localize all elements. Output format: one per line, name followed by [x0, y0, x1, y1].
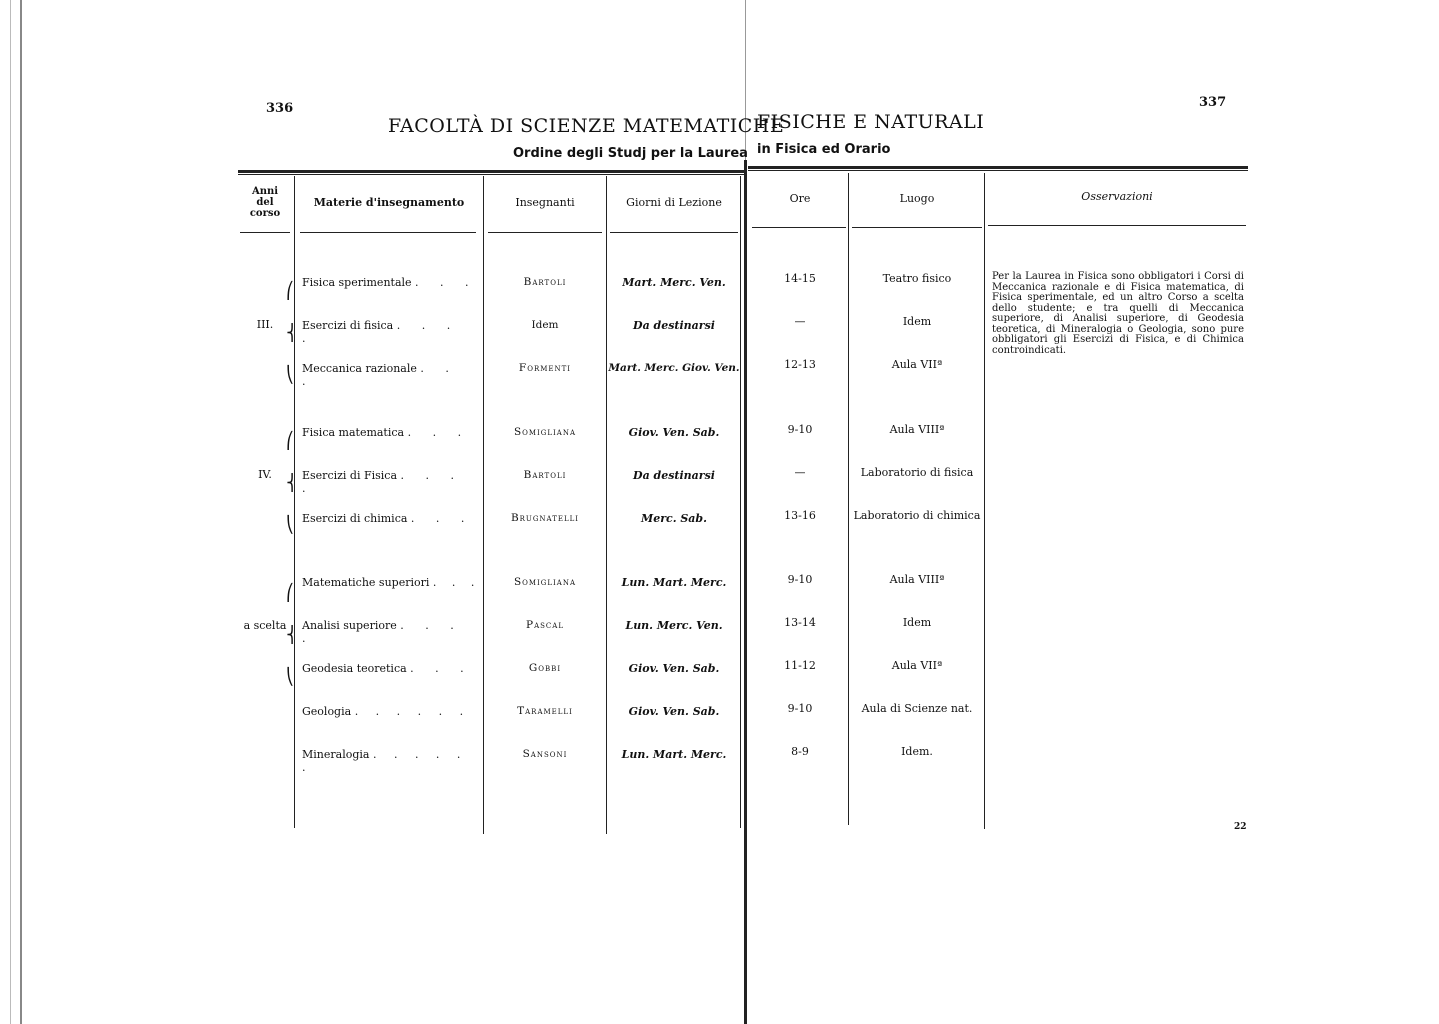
leader-dots: . . .	[410, 662, 473, 675]
header-rule-anni	[240, 232, 290, 233]
leader-dots: . . . . . .	[302, 748, 468, 774]
row-insegnante: Bartoli	[523, 276, 567, 288]
row-luogo: Aula VIIIª	[889, 573, 945, 586]
row-ore: 14-15	[784, 272, 816, 285]
row-ore: —	[794, 315, 806, 328]
row-giorni: Mart. Merc. Giov. Ven.	[608, 362, 740, 374]
row-giorni: Merc. Sab.	[641, 512, 707, 525]
header-ore: Ore	[789, 192, 811, 205]
row-luogo: Aula VIIª	[891, 659, 943, 672]
row-materia	[302, 662, 482, 675]
header-rule-osservazioni	[988, 225, 1246, 226]
row-insegnante: Gobbi	[528, 662, 562, 674]
bracket-group-iv: ⎛ ⎨ ⎝	[286, 431, 298, 534]
row-insegnante: Sansoni	[522, 748, 568, 760]
materia-text: Mineralogia	[302, 748, 370, 761]
row-giorni: Lun. Merc. Ven.	[625, 619, 723, 632]
row-luogo: Teatro fisico	[882, 272, 952, 285]
materia-text: Fisica sperimentale	[302, 276, 412, 289]
row-insegnante: Pascal	[526, 619, 564, 631]
row-insegnante: Brugnatelli	[510, 512, 580, 524]
right-page-number: 337	[1199, 95, 1227, 110]
row-luogo: Aula VIIª	[891, 358, 943, 371]
title-left: FACOLTÀ DI SCIENZE MATEMATICHE	[388, 115, 785, 137]
row-materia	[302, 426, 482, 439]
leader-dots: . . . .	[302, 319, 460, 345]
signature-mark: 22	[1234, 822, 1247, 832]
materia-text: Analisi superiore	[302, 619, 397, 632]
title-right: FISICHE E NATURALI	[757, 111, 985, 133]
row-materia	[302, 619, 482, 645]
group-label-iv: IV.	[258, 468, 272, 481]
col-line-6	[984, 173, 985, 829]
header-insegnanti: Insegnanti	[515, 196, 575, 209]
row-ore: 9-10	[787, 573, 813, 586]
leader-dots: . . .	[410, 512, 474, 525]
leader-dots: . . .	[432, 576, 481, 589]
row-giorni: Lun. Mart. Merc.	[621, 748, 727, 761]
materia-text: Meccanica razionale	[302, 362, 417, 375]
top-rule-left-thick	[238, 170, 744, 173]
header-materie: Materie d'insegnamento	[313, 196, 465, 209]
materia-text: Geologia	[302, 705, 352, 718]
group-label-iii: III.	[256, 318, 274, 331]
materia-text: Matematiche superiori	[302, 576, 430, 589]
row-giorni: Da destinarsi	[633, 469, 715, 482]
bracket-group-a-scelta: ⎛ ⎨ ⎝	[286, 583, 298, 686]
row-insegnante: Taramelli	[517, 705, 573, 717]
row-luogo: Aula di Scienze nat.	[861, 702, 973, 715]
header-rule-ore	[752, 227, 846, 228]
header-anni-line3: corso	[249, 208, 281, 219]
row-luogo: Idem	[902, 315, 932, 328]
col-line-4	[740, 176, 741, 828]
row-insegnante: Somigliana	[513, 426, 577, 438]
materia-text: Esercizi di fisica	[302, 319, 394, 332]
row-ore: 11-12	[784, 659, 816, 672]
top-rule-left-thin	[238, 174, 744, 175]
leader-dots: . . .	[415, 276, 478, 289]
leader-dots: . . . . . .	[354, 705, 471, 718]
leader-dots: . . .	[407, 426, 471, 439]
row-luogo: Laboratorio di fisica	[860, 466, 974, 479]
subtitle-left: Ordine degli Studj per la Laurea	[513, 146, 748, 161]
row-materia	[302, 276, 482, 289]
row-insegnante: Idem	[531, 319, 559, 331]
scan-edge-left	[20, 0, 22, 1024]
col-line-3	[606, 176, 607, 834]
row-giorni: Giov. Ven. Sab.	[628, 705, 720, 718]
row-materia	[302, 748, 482, 774]
header-osservazioni: Osservazioni	[1081, 190, 1153, 203]
row-giorni: Mart. Merc. Ven.	[622, 276, 726, 289]
header-rule-materie	[300, 232, 476, 233]
scan-edge-left-inner	[10, 0, 11, 1024]
materia-text: Fisica matematica	[302, 426, 405, 439]
row-insegnante: Formenti	[518, 362, 572, 374]
subtitle-right: in Fisica ed Orario	[757, 142, 891, 157]
row-materia	[302, 319, 482, 345]
osservazioni-note: Per la Laurea in Fisica sono obbligatori i Corsi di Meccanica razionale e di Fisica matematica, di Fisica sperimentale, ed un altro Corso a scelta dello studente; e tra quelli di Meccanica superiore, di Analisi superiore, di Geodesia teoretica, di Mineralogia o Geologia, sono pure obbligatori gli Esercizi di Fisica, e di Chimica controindicati.	[992, 271, 1244, 356]
row-insegnante: Bartoli	[523, 469, 567, 481]
header-giorni: Giorni di Lezione	[626, 196, 722, 209]
materia-text: Geodesia teoretica	[302, 662, 407, 675]
row-materia	[302, 512, 482, 525]
header-anni-line1: Anni	[251, 186, 279, 197]
row-luogo: Laboratorio di chimica	[853, 509, 981, 522]
row-ore: 12-13	[784, 358, 816, 371]
header-rule-giorni	[610, 232, 738, 233]
header-rule-insegnanti	[488, 232, 602, 233]
row-insegnante: Somigliana	[513, 576, 577, 588]
row-materia	[302, 469, 482, 495]
row-ore: 13-14	[784, 616, 816, 629]
book-gutter	[744, 160, 747, 1024]
row-materia	[302, 362, 482, 388]
row-giorni: Giov. Ven. Sab.	[628, 426, 720, 439]
row-luogo: Aula VIIIª	[889, 423, 945, 436]
top-rule-right-thin	[748, 170, 1248, 171]
row-giorni: Lun. Mart. Merc.	[621, 576, 727, 589]
leader-dots: . . .	[302, 362, 458, 388]
leader-dots: . . . .	[302, 619, 463, 645]
left-page-number: 336	[266, 101, 294, 116]
materia-text: Esercizi di chimica	[302, 512, 408, 525]
bracket-group-iii: ⎛ ⎨ ⎝	[286, 281, 298, 384]
row-giorni: Da destinarsi	[633, 319, 715, 332]
header-anni-line2: del	[256, 197, 274, 208]
row-giorni: Giov. Ven. Sab.	[628, 662, 720, 675]
header-anni	[240, 186, 290, 219]
materia-text: Esercizi di Fisica	[302, 469, 398, 482]
row-ore: 9-10	[787, 423, 813, 436]
group-label-a-scelta: a scelta	[243, 619, 287, 632]
row-materia	[302, 576, 482, 589]
row-ore: —	[794, 466, 806, 479]
row-ore: 9-10	[787, 702, 813, 715]
row-ore: 13-16	[784, 509, 816, 522]
row-luogo: Idem.	[901, 745, 933, 758]
row-ore: 8-9	[791, 745, 809, 758]
header-luogo: Luogo	[899, 192, 935, 205]
top-rule-right-thick	[748, 166, 1248, 169]
header-rule-luogo	[852, 227, 982, 228]
row-materia	[302, 705, 482, 718]
leader-dots: . . . .	[302, 469, 464, 495]
col-line-5	[848, 173, 849, 825]
row-luogo: Idem	[902, 616, 932, 629]
col-line-2	[483, 176, 484, 834]
